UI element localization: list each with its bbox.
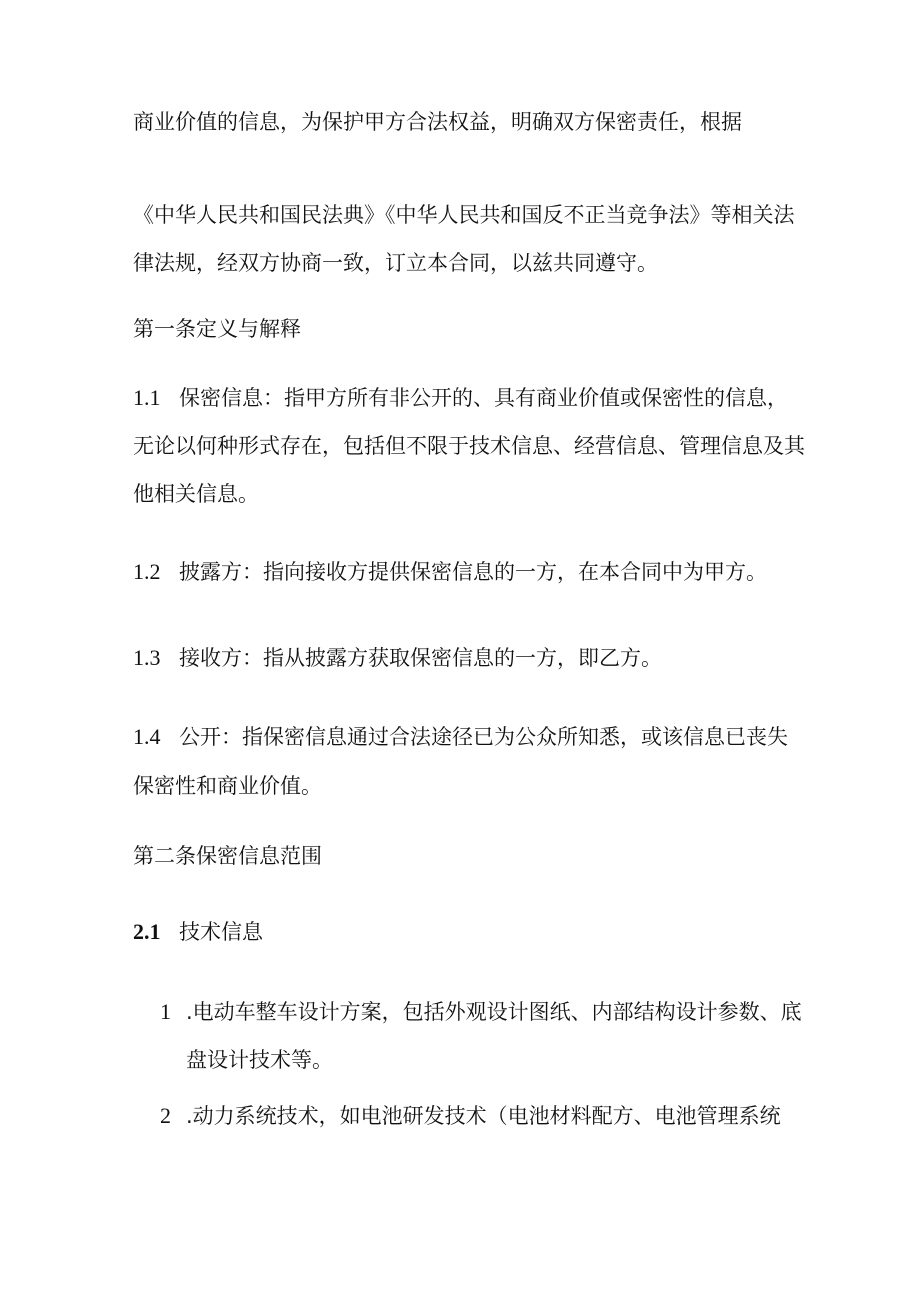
definition-item	[133, 643, 662, 673]
list-item-number: 1	[160, 999, 171, 1024]
paragraph-text: 《中华人民共和国民法典》《中华人民共和国反不正当竞争法》等相关法	[133, 203, 795, 227]
heading-text: 第一条定义与解释	[133, 317, 301, 341]
article-2-heading	[133, 841, 322, 871]
sub-section-number: 2.1	[133, 919, 161, 944]
list-item	[186, 997, 802, 1027]
definition-item-continuation	[133, 479, 259, 509]
item-text: 他相关信息。	[133, 482, 259, 506]
paragraph-text: 律法规，经双方协商一致，订立本合同，以兹共同遵守。	[133, 251, 658, 275]
item-number: 1.3	[133, 645, 161, 670]
definition-item-continuation	[133, 431, 805, 461]
item-text: 保密性和商业价值。	[133, 774, 322, 798]
article-1-heading	[133, 314, 301, 344]
item-text: 公开：指保密信息通过合法途径已为公众所知悉，或该信息已丧失	[179, 725, 788, 749]
item-number: 1.4	[133, 724, 161, 749]
definition-item-continuation	[133, 771, 322, 801]
item-text: 无论以何种形式存在，包括但不限于技术信息、经营信息、管理信息及其	[133, 434, 805, 458]
item-text: 保密信息：指甲方所有非公开的、具有商业价值或保密性的信息，	[179, 386, 788, 410]
list-item-text: .电动车整车设计方案，包括外观设计图纸、内部结构设计参数、底	[186, 1000, 802, 1024]
paragraph-line	[133, 248, 658, 278]
sub-section-heading	[133, 917, 263, 947]
list-item-text: 盘设计技术等。	[186, 1048, 333, 1072]
definition-item	[133, 557, 767, 587]
list-item-continuation	[186, 1045, 333, 1075]
item-number: 1.2	[133, 559, 161, 584]
heading-text: 第二条保密信息范围	[133, 844, 322, 868]
sub-section-title: 技术信息	[179, 920, 263, 944]
list-item-number: 2	[160, 1103, 171, 1128]
paragraph-text: 商业价值的信息，为保护甲方合法权益，明确双方保密责任，根据	[133, 110, 742, 134]
list-item-text: .动力系统技术，如电池研发技术（电池材料配方、电池管理系统	[186, 1104, 781, 1128]
definition-item	[133, 722, 788, 752]
item-text: 披露方：指向接收方提供保密信息的一方，在本合同中为甲方。	[179, 560, 767, 584]
list-item	[186, 1101, 781, 1131]
item-text: 接收方：指从披露方获取保密信息的一方，即乙方。	[179, 646, 662, 670]
paragraph-line	[133, 107, 742, 137]
item-number: 1.1	[133, 385, 161, 410]
paragraph-line	[133, 200, 795, 230]
definition-item	[133, 383, 788, 413]
